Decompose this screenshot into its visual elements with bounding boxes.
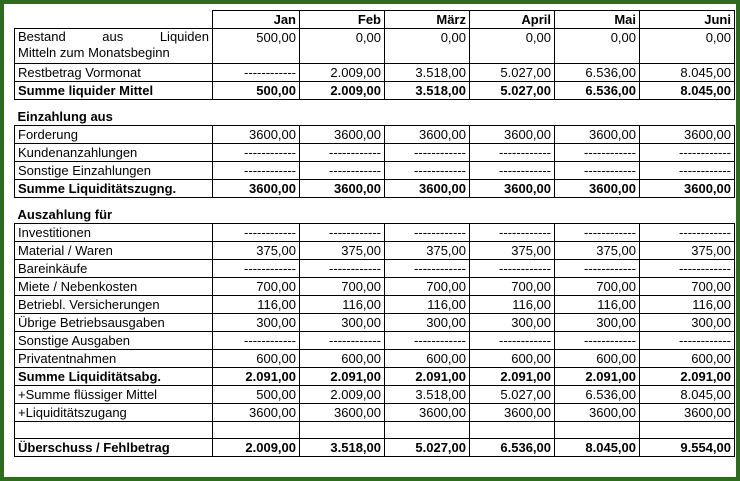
value-cell: 700,00 (385, 278, 470, 296)
section-heading: Einzahlung aus (17, 109, 113, 124)
auszahlung-heading-row (15, 198, 735, 224)
value-cell: 116,00 (470, 296, 555, 314)
value-cell: 3.518,00 (385, 82, 470, 100)
value-cell: 375,00 (555, 242, 640, 260)
value-cell: ------------ (213, 260, 300, 278)
value-cell: 600,00 (555, 350, 640, 368)
value-cell: ------------ (555, 162, 640, 180)
value-cell: 3600,00 (213, 404, 300, 422)
value-cell: 3600,00 (300, 126, 385, 144)
row-label: Summe Liquiditätsabg. (15, 368, 213, 386)
spacer-cell (15, 422, 213, 439)
einzahlung-row (15, 162, 735, 180)
bestand-label-line2: Mitteln zum Monatsbeginn (18, 45, 170, 60)
row-label: Kundenanzahlungen (15, 144, 213, 162)
value-cell: 5.027,00 (470, 82, 555, 100)
value-cell: 3600,00 (213, 126, 300, 144)
value-cell: ------------ (555, 144, 640, 162)
bestand-label-line1 (18, 29, 209, 45)
value-cell: 3600,00 (470, 126, 555, 144)
value-cell: 300,00 (385, 314, 470, 332)
value-cell: 9.554,00 (640, 439, 735, 457)
value-cell: 2.091,00 (555, 368, 640, 386)
spacer-cell (640, 422, 735, 439)
spacer-cell (300, 422, 385, 439)
month-header: Juni (640, 11, 735, 29)
row-label: Übrige Betriebsausgaben (15, 314, 213, 332)
month-header: März (385, 11, 470, 29)
row-label: Privatentnahmen (15, 350, 213, 368)
value-cell: 2.009,00 (300, 82, 385, 100)
value-cell: 6.536,00 (555, 386, 640, 404)
bestand-label-word: Bestand (18, 29, 66, 44)
spacer-cell (470, 422, 555, 439)
value-cell: 5.027,00 (470, 64, 555, 82)
month-header: April (470, 11, 555, 29)
month-header: Feb (300, 11, 385, 29)
value-cell: ------------ (470, 224, 555, 242)
auszahlung-row (15, 296, 735, 314)
section-heading: Auszahlung für (17, 207, 113, 222)
auszahlung-row (15, 260, 735, 278)
value-cell: 2.091,00 (470, 368, 555, 386)
header-blank (15, 11, 213, 29)
row-label: Überschuss / Fehlbetrag (15, 439, 213, 457)
value-cell: 5.027,00 (385, 439, 470, 457)
value-cell: 700,00 (213, 278, 300, 296)
spacer-cell (213, 422, 300, 439)
value-cell: ------------ (300, 162, 385, 180)
value-cell: ------------ (213, 224, 300, 242)
restbetrag-row (15, 64, 735, 82)
value-cell: 6.536,00 (555, 64, 640, 82)
value-cell: ------------ (300, 144, 385, 162)
value-cell: 3600,00 (640, 180, 735, 198)
bestand-label-word: Liquiden (159, 29, 209, 44)
value-cell: ------------ (640, 224, 735, 242)
value-cell: 6.536,00 (470, 439, 555, 457)
row-label: +Summe flüssiger Mittel (15, 386, 213, 404)
row-label: Investitionen (15, 224, 213, 242)
value-cell: 700,00 (300, 278, 385, 296)
value-cell: 2.091,00 (213, 368, 300, 386)
auszahlung-row (15, 350, 735, 368)
value-cell: 116,00 (640, 296, 735, 314)
value-cell: ------------ (640, 162, 735, 180)
value-cell: 375,00 (213, 242, 300, 260)
einzahlung-row (15, 144, 735, 162)
ueberschuss-fehlbetrag-row (15, 439, 735, 457)
spacer-cell (555, 422, 640, 439)
plus-row (15, 386, 735, 404)
value-cell: 3600,00 (470, 180, 555, 198)
value-cell: 3.518,00 (385, 64, 470, 82)
value-cell: ------------ (300, 260, 385, 278)
value-cell: ------------ (213, 64, 300, 82)
value-cell: 600,00 (640, 350, 735, 368)
value-cell: 600,00 (213, 350, 300, 368)
row-label: Sonstige Ausgaben (15, 332, 213, 350)
value-cell: 3600,00 (385, 404, 470, 422)
value-cell: ------------ (385, 224, 470, 242)
value-cell: 3.518,00 (300, 439, 385, 457)
value-cell: ------------ (555, 332, 640, 350)
row-label: Forderung (15, 126, 213, 144)
value-cell: 6.536,00 (555, 82, 640, 100)
value-cell: 2.091,00 (640, 368, 735, 386)
value-cell: ------------ (300, 332, 385, 350)
value-cell: 0,00 (555, 29, 640, 64)
row-label: Material / Waren (15, 242, 213, 260)
value-cell: 300,00 (640, 314, 735, 332)
value-cell: 8.045,00 (640, 386, 735, 404)
row-label-bestand (15, 29, 213, 64)
value-cell: 300,00 (213, 314, 300, 332)
value-cell: 700,00 (640, 278, 735, 296)
auszahlung-row (15, 242, 735, 260)
value-cell: 2.091,00 (300, 368, 385, 386)
value-cell: 700,00 (555, 278, 640, 296)
spacer-row (15, 422, 735, 439)
row-label: Summe Liquiditätszugng. (15, 180, 213, 198)
value-cell: 3600,00 (213, 180, 300, 198)
value-cell: ------------ (385, 332, 470, 350)
value-cell: 0,00 (640, 29, 735, 64)
value-cell: 3600,00 (470, 404, 555, 422)
value-cell: 3600,00 (385, 180, 470, 198)
value-cell: ------------ (385, 144, 470, 162)
value-cell: 600,00 (300, 350, 385, 368)
value-cell: ------------ (213, 162, 300, 180)
row-label: Restbetrag Vormonat (15, 64, 213, 82)
value-cell: ------------ (213, 332, 300, 350)
value-cell: 300,00 (470, 314, 555, 332)
value-cell: ------------ (555, 260, 640, 278)
value-cell: 500,00 (213, 386, 300, 404)
value-cell: 116,00 (213, 296, 300, 314)
value-cell: ------------ (555, 224, 640, 242)
row-label: Miete / Nebenkosten (15, 278, 213, 296)
value-cell: ------------ (213, 144, 300, 162)
value-cell: 2.091,00 (385, 368, 470, 386)
value-cell: 500,00 (213, 82, 300, 100)
einzahlung-row (15, 126, 735, 144)
value-cell: 8.045,00 (640, 82, 735, 100)
value-cell: 116,00 (385, 296, 470, 314)
value-cell: 3600,00 (640, 126, 735, 144)
value-cell: ------------ (385, 260, 470, 278)
value-cell: 8.045,00 (640, 64, 735, 82)
spacer-cell (385, 422, 470, 439)
row-label: Summe liquider Mittel (15, 82, 213, 100)
value-cell: 3600,00 (300, 180, 385, 198)
summe-liquiditaetszugang-row (15, 180, 735, 198)
auszahlung-row (15, 332, 735, 350)
value-cell: ------------ (300, 224, 385, 242)
value-cell: ------------ (470, 260, 555, 278)
value-cell: 116,00 (300, 296, 385, 314)
value-cell: 5.027,00 (470, 386, 555, 404)
value-cell: ------------ (470, 162, 555, 180)
value-cell: 375,00 (640, 242, 735, 260)
value-cell: 0,00 (470, 29, 555, 64)
value-cell: 300,00 (555, 314, 640, 332)
value-cell: 3600,00 (555, 126, 640, 144)
bestand-label-word: aus (102, 29, 124, 44)
value-cell: 3600,00 (640, 404, 735, 422)
value-cell: 375,00 (300, 242, 385, 260)
auszahlung-row (15, 314, 735, 332)
value-cell: 600,00 (470, 350, 555, 368)
auszahlung-row (15, 278, 735, 296)
row-label: Betriebl. Versicherungen (15, 296, 213, 314)
value-cell: ------------ (470, 332, 555, 350)
month-header: Mai (555, 11, 640, 29)
value-cell: ------------ (640, 260, 735, 278)
summe-liquiditaetsabgang-row (15, 368, 735, 386)
einzahlung-heading-row (15, 100, 735, 126)
value-cell: ------------ (385, 162, 470, 180)
value-cell: 8.045,00 (555, 439, 640, 457)
summe-liquider-mittel-row (15, 82, 735, 100)
value-cell: 700,00 (470, 278, 555, 296)
value-cell: 600,00 (385, 350, 470, 368)
value-cell: 2.009,00 (300, 386, 385, 404)
value-cell: 3600,00 (555, 180, 640, 198)
value-cell: 500,00 (213, 29, 300, 64)
value-cell: 0,00 (385, 29, 470, 64)
value-cell: 3.518,00 (385, 386, 470, 404)
auszahlung-row (15, 224, 735, 242)
value-cell: 375,00 (385, 242, 470, 260)
value-cell: 3600,00 (385, 126, 470, 144)
value-cell: ------------ (640, 332, 735, 350)
bestand-row (15, 29, 735, 64)
value-cell: 3600,00 (555, 404, 640, 422)
value-cell: 3600,00 (300, 404, 385, 422)
value-cell: 2.009,00 (213, 439, 300, 457)
value-cell: 0,00 (300, 29, 385, 64)
value-cell: 116,00 (555, 296, 640, 314)
row-label: Bareinkäufe (15, 260, 213, 278)
row-label: +Liquiditätszugang (15, 404, 213, 422)
value-cell: 300,00 (300, 314, 385, 332)
liquidity-plan-table (14, 10, 735, 457)
month-header-row (15, 11, 735, 29)
value-cell: 2.009,00 (300, 64, 385, 82)
month-header: Jan (213, 11, 300, 29)
value-cell: 375,00 (470, 242, 555, 260)
value-cell: ------------ (470, 144, 555, 162)
row-label: Sonstige Einzahlungen (15, 162, 213, 180)
value-cell: ------------ (640, 144, 735, 162)
plus-row (15, 404, 735, 422)
